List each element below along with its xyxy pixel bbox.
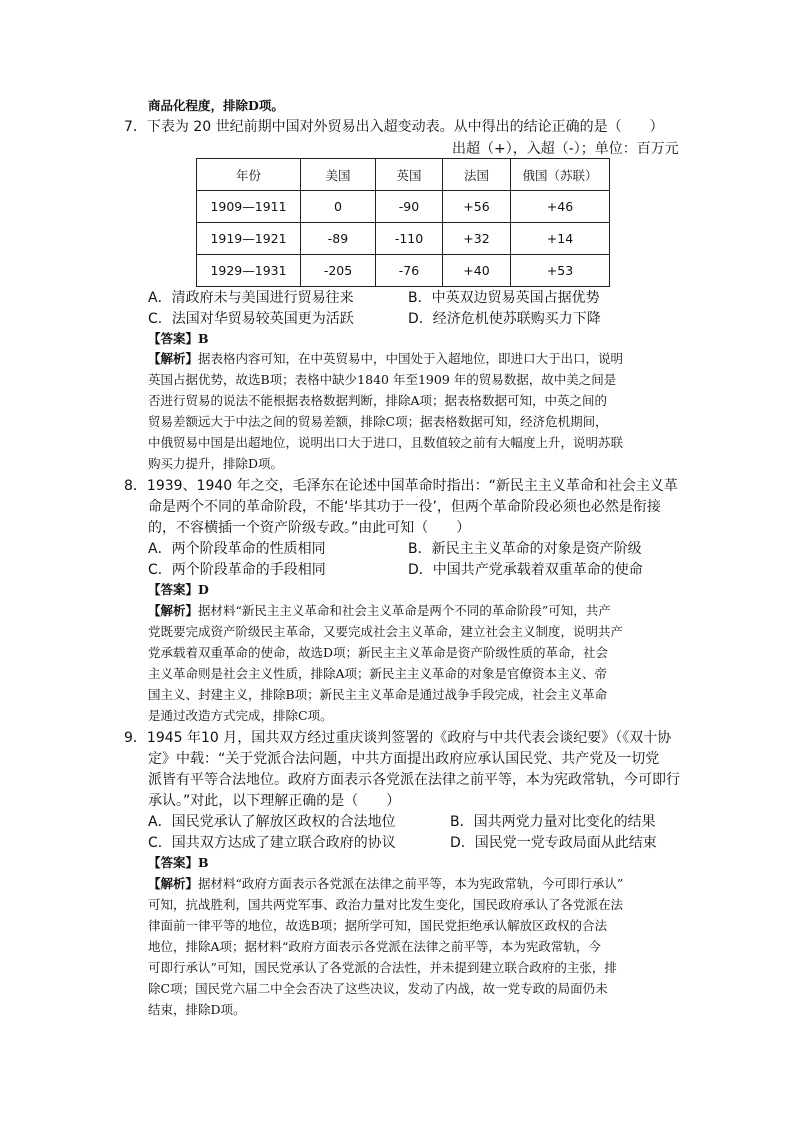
analysis-label: 【解析】 xyxy=(148,351,199,366)
table-cell: -89 xyxy=(301,223,376,255)
table-header-row xyxy=(197,159,610,191)
table-row xyxy=(197,255,610,287)
q9-analysis-line xyxy=(148,876,623,892)
analysis-text: 据材料“新民主主义革命和社会主义革命是两个不同的革命阶段”可知，共产 xyxy=(198,603,611,618)
q9-analysis-line: 律面前一律平等的地位，故选B项；据所学可知，国民党拒绝承认解放区政权的合法 xyxy=(148,918,608,933)
q7-option-c: C．法国对华贸易较英国更为活跃 xyxy=(148,311,354,327)
q9-stem-line: 派皆有平等合法地位。政府方面表示各党派在法律之前平等，本为宪政常轨，今可即行 xyxy=(148,772,680,788)
q8-analysis-line: 党既要完成资产阶级民主革命，又要完成社会主义革命，建立社会主义制度，说明共产 xyxy=(148,624,624,639)
q9-option-a: A．国民党承认了解放区政权的合法地位 xyxy=(148,814,396,830)
table-cell: -110 xyxy=(376,223,443,255)
analysis-label: 【解析】 xyxy=(148,603,199,618)
analysis-label: 【解析】 xyxy=(148,876,199,891)
table-cell: +56 xyxy=(443,191,511,223)
q9-option-c: C．国共双方达成了建立联合政府的协议 xyxy=(148,835,396,851)
q8-option-d: D．中国共产党承载着双重革命的使命 xyxy=(408,562,643,578)
table-cell: +46 xyxy=(511,191,610,223)
answer-value: B xyxy=(198,855,209,870)
table-header-cell: 美国 xyxy=(301,159,376,191)
table-cell: +53 xyxy=(511,255,610,287)
q9-analysis-line: 地位，排除A项；据材料“政府方面表示各党派在法律之前平等，本为宪政常轨，今 xyxy=(148,939,601,954)
q9-analysis-line: 可知，抗战胜利，国共两党军事、政治力量对比发生变化，国民政府承认了各党派在法 xyxy=(148,897,624,912)
previous-answer-tail: 商品化程度，排除D项。 xyxy=(148,98,284,113)
q8-analysis-line: 党承载着双重革命的使命，故选D项；新民主主义革命是资产阶级性质的革命，社会 xyxy=(148,645,609,660)
q7-stem: 7．下表为 20 世纪前期中国对外贸易出入超变动表。从中得出的结论正确的是（ ） xyxy=(124,119,664,135)
table-cell: -205 xyxy=(301,255,376,287)
q9-analysis-line: 结束，排除D项。 xyxy=(148,1002,246,1017)
table-cell: 1929—1931 xyxy=(197,255,301,287)
table-cell: 0 xyxy=(301,191,376,223)
q8-analysis-line: 是通过改造方式完成，排除C项。 xyxy=(148,708,333,723)
table-cell: +32 xyxy=(443,223,511,255)
q8-stem-line: 的，不容横插一个资产阶级专政。”由此可知（ ） xyxy=(148,520,471,536)
q7-analysis-line: 购买力提升，排除D项。 xyxy=(148,456,284,471)
q8-answer xyxy=(148,582,209,598)
q7-trade-table xyxy=(196,158,610,287)
answer-value: B xyxy=(198,331,209,346)
answer-label: 【答案】 xyxy=(148,855,199,870)
q7-analysis-line: 中俄贸易中国是出超地位，说明出口大于进口，且数值较之前有大幅度上升，说明苏联 xyxy=(148,435,624,450)
q8-option-a: A．两个阶段革命的性质相同 xyxy=(148,541,326,557)
q9-analysis-line: 可即行承认”可知，国民党承认了各党派的合法性，并未提到建立联合政府的主张，排 xyxy=(148,960,617,975)
answer-label: 【答案】 xyxy=(148,582,199,597)
q8-option-b: B．新民主主义革命的对象是资产阶级 xyxy=(408,541,642,557)
analysis-text: 据表格内容可知，在中英贸易中，中国处于入超地位，即进口大于出口，说明 xyxy=(198,351,624,366)
table-header-cell: 英国 xyxy=(376,159,443,191)
q7-option-a: A．清政府未与美国进行贸易往来 xyxy=(148,290,354,306)
q7-option-d: D．经济危机使苏联购买力下降 xyxy=(408,311,601,327)
table-cell: +40 xyxy=(443,255,511,287)
q7-analysis-line: 贸易差额远大于中法之间的贸易差额，排除C项；据表格数据可知，经济危机期间， xyxy=(148,414,608,429)
q7-option-b: B．中英双边贸易英国占据优势 xyxy=(408,290,600,306)
table-header-cell: 法国 xyxy=(443,159,511,191)
q7-analysis-line: 否进行贸易的说法不能根据表格数据判断，排除A项；据表格数据可知，中英之间的 xyxy=(148,393,608,408)
q9-option-b: B．国共两党力量对比变化的结果 xyxy=(450,814,656,830)
q7-analysis-line xyxy=(148,351,623,367)
q9-analysis-line: 除C项；国民党六届二中全会否决了这些决议，发动了内战，故一党专政的局面仍未 xyxy=(148,981,608,996)
q9-stem-line: 定》中载：“关于党派合法问题，中共方面提出政府应承认国民党、共产党及一切党 xyxy=(148,751,660,767)
q7-analysis-line: 英国占据优势，故选B项；表格中缺少1840 年至1909 年的贸易数据，故中美之间是 xyxy=(148,372,617,387)
q9-answer xyxy=(148,855,209,871)
answer-label: 【答案】 xyxy=(148,331,199,346)
table-cell: -90 xyxy=(376,191,443,223)
q8-stem-line: 8．1939、1940 年之交，毛泽东在论述中国革命时指出：“新民主主义革命和社会主义革 xyxy=(124,478,678,494)
answer-value: D xyxy=(198,582,209,597)
q9-stem-line: 承认。”对此，以下理解正确的是（ ） xyxy=(148,793,401,809)
table-header-cell: 俄国（苏联） xyxy=(511,159,610,191)
q8-analysis-line xyxy=(148,603,611,619)
table-cell: 1909—1911 xyxy=(197,191,301,223)
q8-option-c: C．两个阶段革命的手段相同 xyxy=(148,562,326,578)
q9-option-d: D．国民党一党专政局面从此结束 xyxy=(450,835,657,851)
q7-answer xyxy=(148,331,209,347)
table-header-cell: 年份 xyxy=(197,159,301,191)
q8-analysis-line: 主义革命则是社会主义性质，排除A项；新民主主义革命的对象是官僚资本主义、帝 xyxy=(148,666,608,681)
analysis-text: 据材料“政府方面表示各党派在法律之前平等，本为宪政常轨，今可即行承认” xyxy=(198,876,624,891)
table-cell: -76 xyxy=(376,255,443,287)
table-cell: 1919—1921 xyxy=(197,223,301,255)
q7-unit-note: 出超（+），入超（-）；单位：百万元 xyxy=(452,141,679,157)
q8-stem-line: 命是两个不同的革命阶段，不能‘毕其功于一役’，但两个革命阶段必须也必然是衔接 xyxy=(148,499,661,515)
table-cell: +14 xyxy=(511,223,610,255)
q9-stem-line: 9．1945 年10 月，国共双方经过重庆谈判签署的《政府与中共代表会谈纪要》（《双十协 xyxy=(124,730,672,746)
q8-analysis-line: 国主义、封建主义，排除B项；新民主主义革命是通过战争手段完成，社会主义革命 xyxy=(148,687,608,702)
table-row xyxy=(197,191,610,223)
table-row xyxy=(197,223,610,255)
